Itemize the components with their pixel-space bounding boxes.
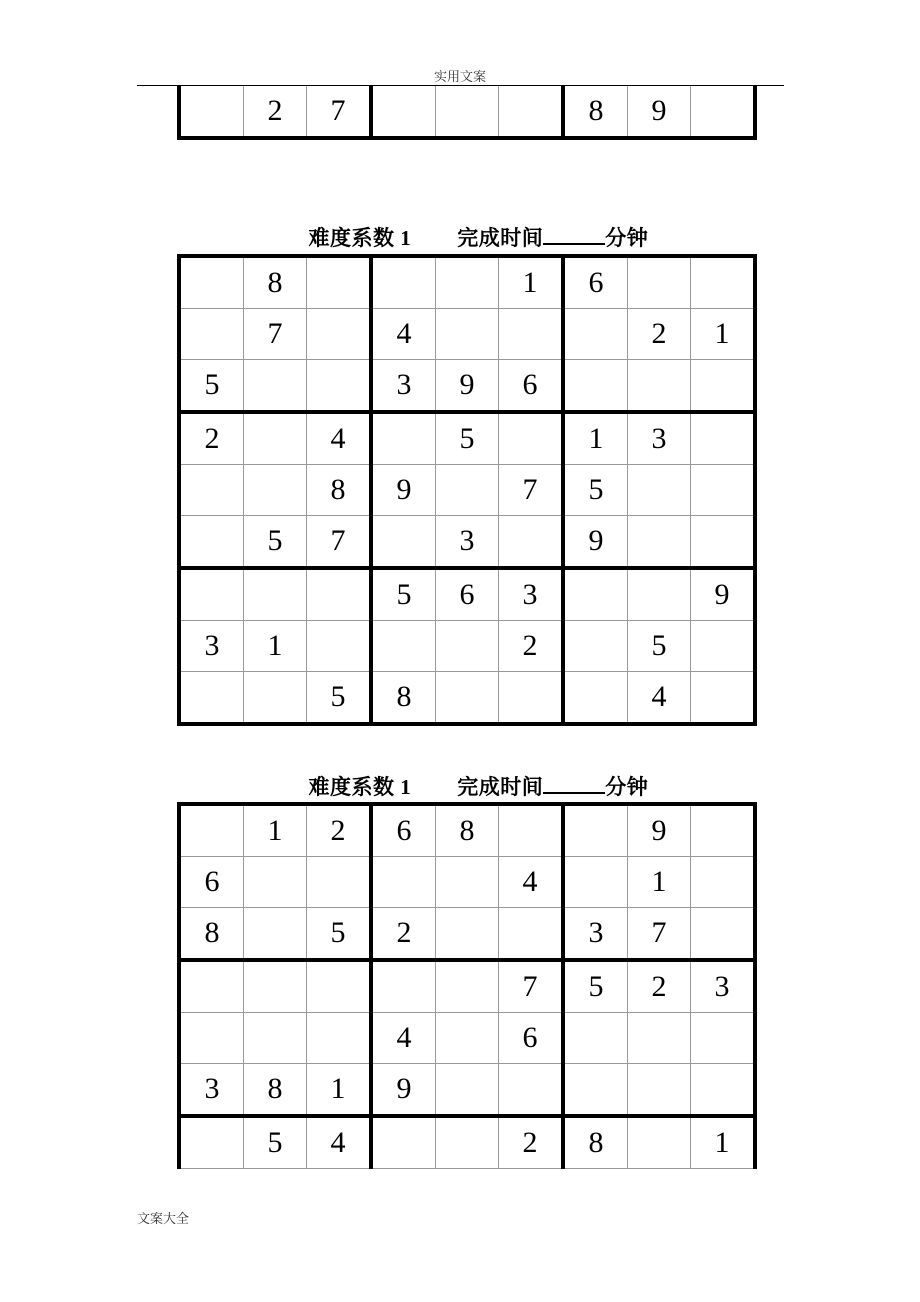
empty-cell (563, 857, 628, 908)
empty-cell (371, 412, 436, 465)
empty-cell (371, 857, 436, 908)
given-cell: 8 (436, 804, 499, 857)
empty-cell (691, 672, 756, 725)
given-cell: 1 (691, 309, 756, 360)
given-cell: 8 (563, 1116, 628, 1169)
grid-row (179, 621, 755, 672)
given-cell: 8 (244, 256, 307, 309)
grid-row (179, 672, 755, 725)
grid-row (179, 1116, 755, 1169)
empty-cell (307, 621, 372, 672)
grid-row (179, 857, 755, 908)
empty-cell (436, 309, 499, 360)
given-cell: 9 (563, 516, 628, 569)
given-cell: 6 (371, 804, 436, 857)
empty-cell (499, 672, 564, 725)
empty-cell (691, 465, 756, 516)
grid-row (179, 360, 755, 413)
given-cell: 1 (244, 621, 307, 672)
given-cell: 2 (371, 908, 436, 961)
given-cell: 4 (628, 672, 691, 725)
empty-cell (563, 309, 628, 360)
empty-cell (244, 908, 307, 961)
empty-cell (628, 360, 691, 413)
given-cell: 6 (499, 1013, 564, 1064)
given-cell: 3 (499, 568, 564, 621)
empty-cell (244, 672, 307, 725)
empty-cell (691, 360, 756, 413)
given-cell: 2 (628, 309, 691, 360)
empty-cell (179, 86, 244, 138)
empty-cell (499, 86, 564, 138)
time-blank (543, 223, 605, 245)
given-cell: 9 (371, 465, 436, 516)
empty-cell (307, 360, 372, 413)
given-cell: 4 (371, 1013, 436, 1064)
empty-cell (307, 857, 372, 908)
given-cell: 7 (307, 516, 372, 569)
empty-cell (691, 1013, 756, 1064)
empty-cell (628, 568, 691, 621)
empty-cell (436, 465, 499, 516)
given-cell: 4 (371, 309, 436, 360)
empty-cell (499, 804, 564, 857)
empty-cell (691, 1064, 756, 1117)
empty-cell (628, 1013, 691, 1064)
given-cell: 7 (628, 908, 691, 961)
empty-cell (628, 465, 691, 516)
grid-row (179, 309, 755, 360)
given-cell: 3 (179, 621, 244, 672)
empty-cell (179, 516, 244, 569)
grid-row (179, 516, 755, 569)
given-cell: 2 (499, 1116, 564, 1169)
given-cell: 2 (307, 804, 372, 857)
given-cell: 5 (563, 465, 628, 516)
empty-cell (436, 1116, 499, 1169)
sudoku-grid-1 (177, 254, 757, 726)
empty-cell (691, 804, 756, 857)
empty-cell (563, 804, 628, 857)
empty-cell (436, 960, 499, 1013)
empty-cell (436, 621, 499, 672)
given-cell: 4 (307, 412, 372, 465)
sudoku-grid-2 (177, 802, 757, 1169)
given-cell: 4 (499, 857, 564, 908)
empty-cell (563, 360, 628, 413)
given-cell: 5 (307, 672, 372, 725)
given-cell: 3 (436, 516, 499, 569)
empty-cell (691, 412, 756, 465)
empty-cell (244, 568, 307, 621)
empty-cell (179, 309, 244, 360)
empty-cell (179, 960, 244, 1013)
empty-cell (563, 672, 628, 725)
given-cell: 5 (628, 621, 691, 672)
empty-cell (307, 309, 372, 360)
given-cell: 5 (436, 412, 499, 465)
given-cell: 2 (179, 412, 244, 465)
empty-cell (436, 256, 499, 309)
given-cell: 3 (179, 1064, 244, 1117)
given-cell: 8 (244, 1064, 307, 1117)
empty-cell (628, 1064, 691, 1117)
given-cell: 6 (179, 857, 244, 908)
empty-cell (244, 1013, 307, 1064)
given-cell: 7 (307, 86, 372, 138)
time-blank (543, 772, 605, 794)
time-label: 完成时间 (457, 775, 544, 799)
empty-cell (563, 1064, 628, 1117)
given-cell: 5 (563, 960, 628, 1013)
empty-cell (628, 1116, 691, 1169)
empty-cell (179, 672, 244, 725)
given-cell: 4 (307, 1116, 372, 1169)
given-cell: 5 (371, 568, 436, 621)
empty-cell (179, 256, 244, 309)
grid-row (179, 1013, 755, 1064)
empty-cell (371, 516, 436, 569)
empty-cell (436, 1013, 499, 1064)
empty-cell (691, 908, 756, 961)
difficulty-label: 难度系数 1 (308, 226, 412, 250)
given-cell: 3 (371, 360, 436, 413)
grid-row (179, 960, 755, 1013)
given-cell: 1 (691, 1116, 756, 1169)
given-cell: 7 (244, 309, 307, 360)
empty-cell (691, 256, 756, 309)
grid-row (179, 256, 755, 309)
given-cell: 5 (307, 908, 372, 961)
given-cell: 7 (499, 960, 564, 1013)
given-cell: 3 (628, 412, 691, 465)
given-cell: 5 (244, 1116, 307, 1169)
given-cell: 8 (563, 86, 628, 138)
given-cell: 9 (436, 360, 499, 413)
empty-cell (307, 568, 372, 621)
given-cell: 6 (436, 568, 499, 621)
given-cell: 2 (499, 621, 564, 672)
given-cell: 9 (691, 568, 756, 621)
given-cell: 6 (499, 360, 564, 413)
empty-cell (371, 621, 436, 672)
given-cell: 2 (244, 86, 307, 138)
grid-row (179, 908, 755, 961)
given-cell: 1 (307, 1064, 372, 1117)
difficulty-label: 难度系数 1 (308, 775, 412, 799)
empty-cell (436, 672, 499, 725)
empty-cell (244, 960, 307, 1013)
grid-row (179, 412, 755, 465)
empty-cell (436, 1064, 499, 1117)
empty-cell (307, 256, 372, 309)
page-header: 实用文案 (433, 69, 486, 84)
given-cell: 7 (499, 465, 564, 516)
given-cell: 9 (628, 86, 691, 138)
puzzle-title-2 (297, 746, 648, 801)
empty-cell (179, 804, 244, 857)
empty-cell (436, 908, 499, 961)
page-footer: 文案大全 (137, 1211, 190, 1226)
grid-row (179, 804, 755, 857)
empty-cell (499, 309, 564, 360)
time-unit: 分钟 (605, 775, 649, 799)
time-label: 完成时间 (457, 226, 544, 250)
empty-cell (691, 86, 756, 138)
empty-cell (244, 465, 307, 516)
empty-cell (244, 412, 307, 465)
empty-cell (307, 1013, 372, 1064)
empty-cell (371, 960, 436, 1013)
empty-cell (436, 86, 499, 138)
given-cell: 3 (563, 908, 628, 961)
empty-cell (371, 256, 436, 309)
empty-cell (691, 516, 756, 569)
empty-cell (179, 1116, 244, 1169)
empty-cell (499, 412, 564, 465)
given-cell: 9 (628, 804, 691, 857)
sudoku-grid-fragment (177, 86, 757, 140)
empty-cell (179, 568, 244, 621)
given-cell: 8 (179, 908, 244, 961)
given-cell: 9 (371, 1064, 436, 1117)
empty-cell (691, 621, 756, 672)
time-unit: 分钟 (605, 226, 649, 250)
empty-cell (436, 857, 499, 908)
empty-cell (499, 516, 564, 569)
empty-cell (563, 1013, 628, 1064)
given-cell: 5 (179, 360, 244, 413)
given-cell: 5 (244, 516, 307, 569)
given-cell: 1 (244, 804, 307, 857)
empty-cell (179, 465, 244, 516)
given-cell: 1 (563, 412, 628, 465)
empty-cell (244, 360, 307, 413)
given-cell: 2 (628, 960, 691, 1013)
empty-cell (563, 568, 628, 621)
given-cell: 3 (691, 960, 756, 1013)
given-cell: 8 (307, 465, 372, 516)
empty-cell (307, 960, 372, 1013)
given-cell: 1 (628, 857, 691, 908)
grid-row (179, 86, 755, 138)
given-cell: 6 (563, 256, 628, 309)
given-cell: 1 (499, 256, 564, 309)
empty-cell (499, 1064, 564, 1117)
empty-cell (691, 857, 756, 908)
grid-row (179, 568, 755, 621)
empty-cell (179, 1013, 244, 1064)
grid-row (179, 1064, 755, 1117)
empty-cell (499, 908, 564, 961)
grid-row (179, 465, 755, 516)
puzzle-title-1 (297, 197, 648, 252)
given-cell: 8 (371, 672, 436, 725)
empty-cell (563, 621, 628, 672)
empty-cell (628, 256, 691, 309)
empty-cell (628, 516, 691, 569)
empty-cell (371, 1116, 436, 1169)
empty-cell (371, 86, 436, 138)
empty-cell (244, 857, 307, 908)
